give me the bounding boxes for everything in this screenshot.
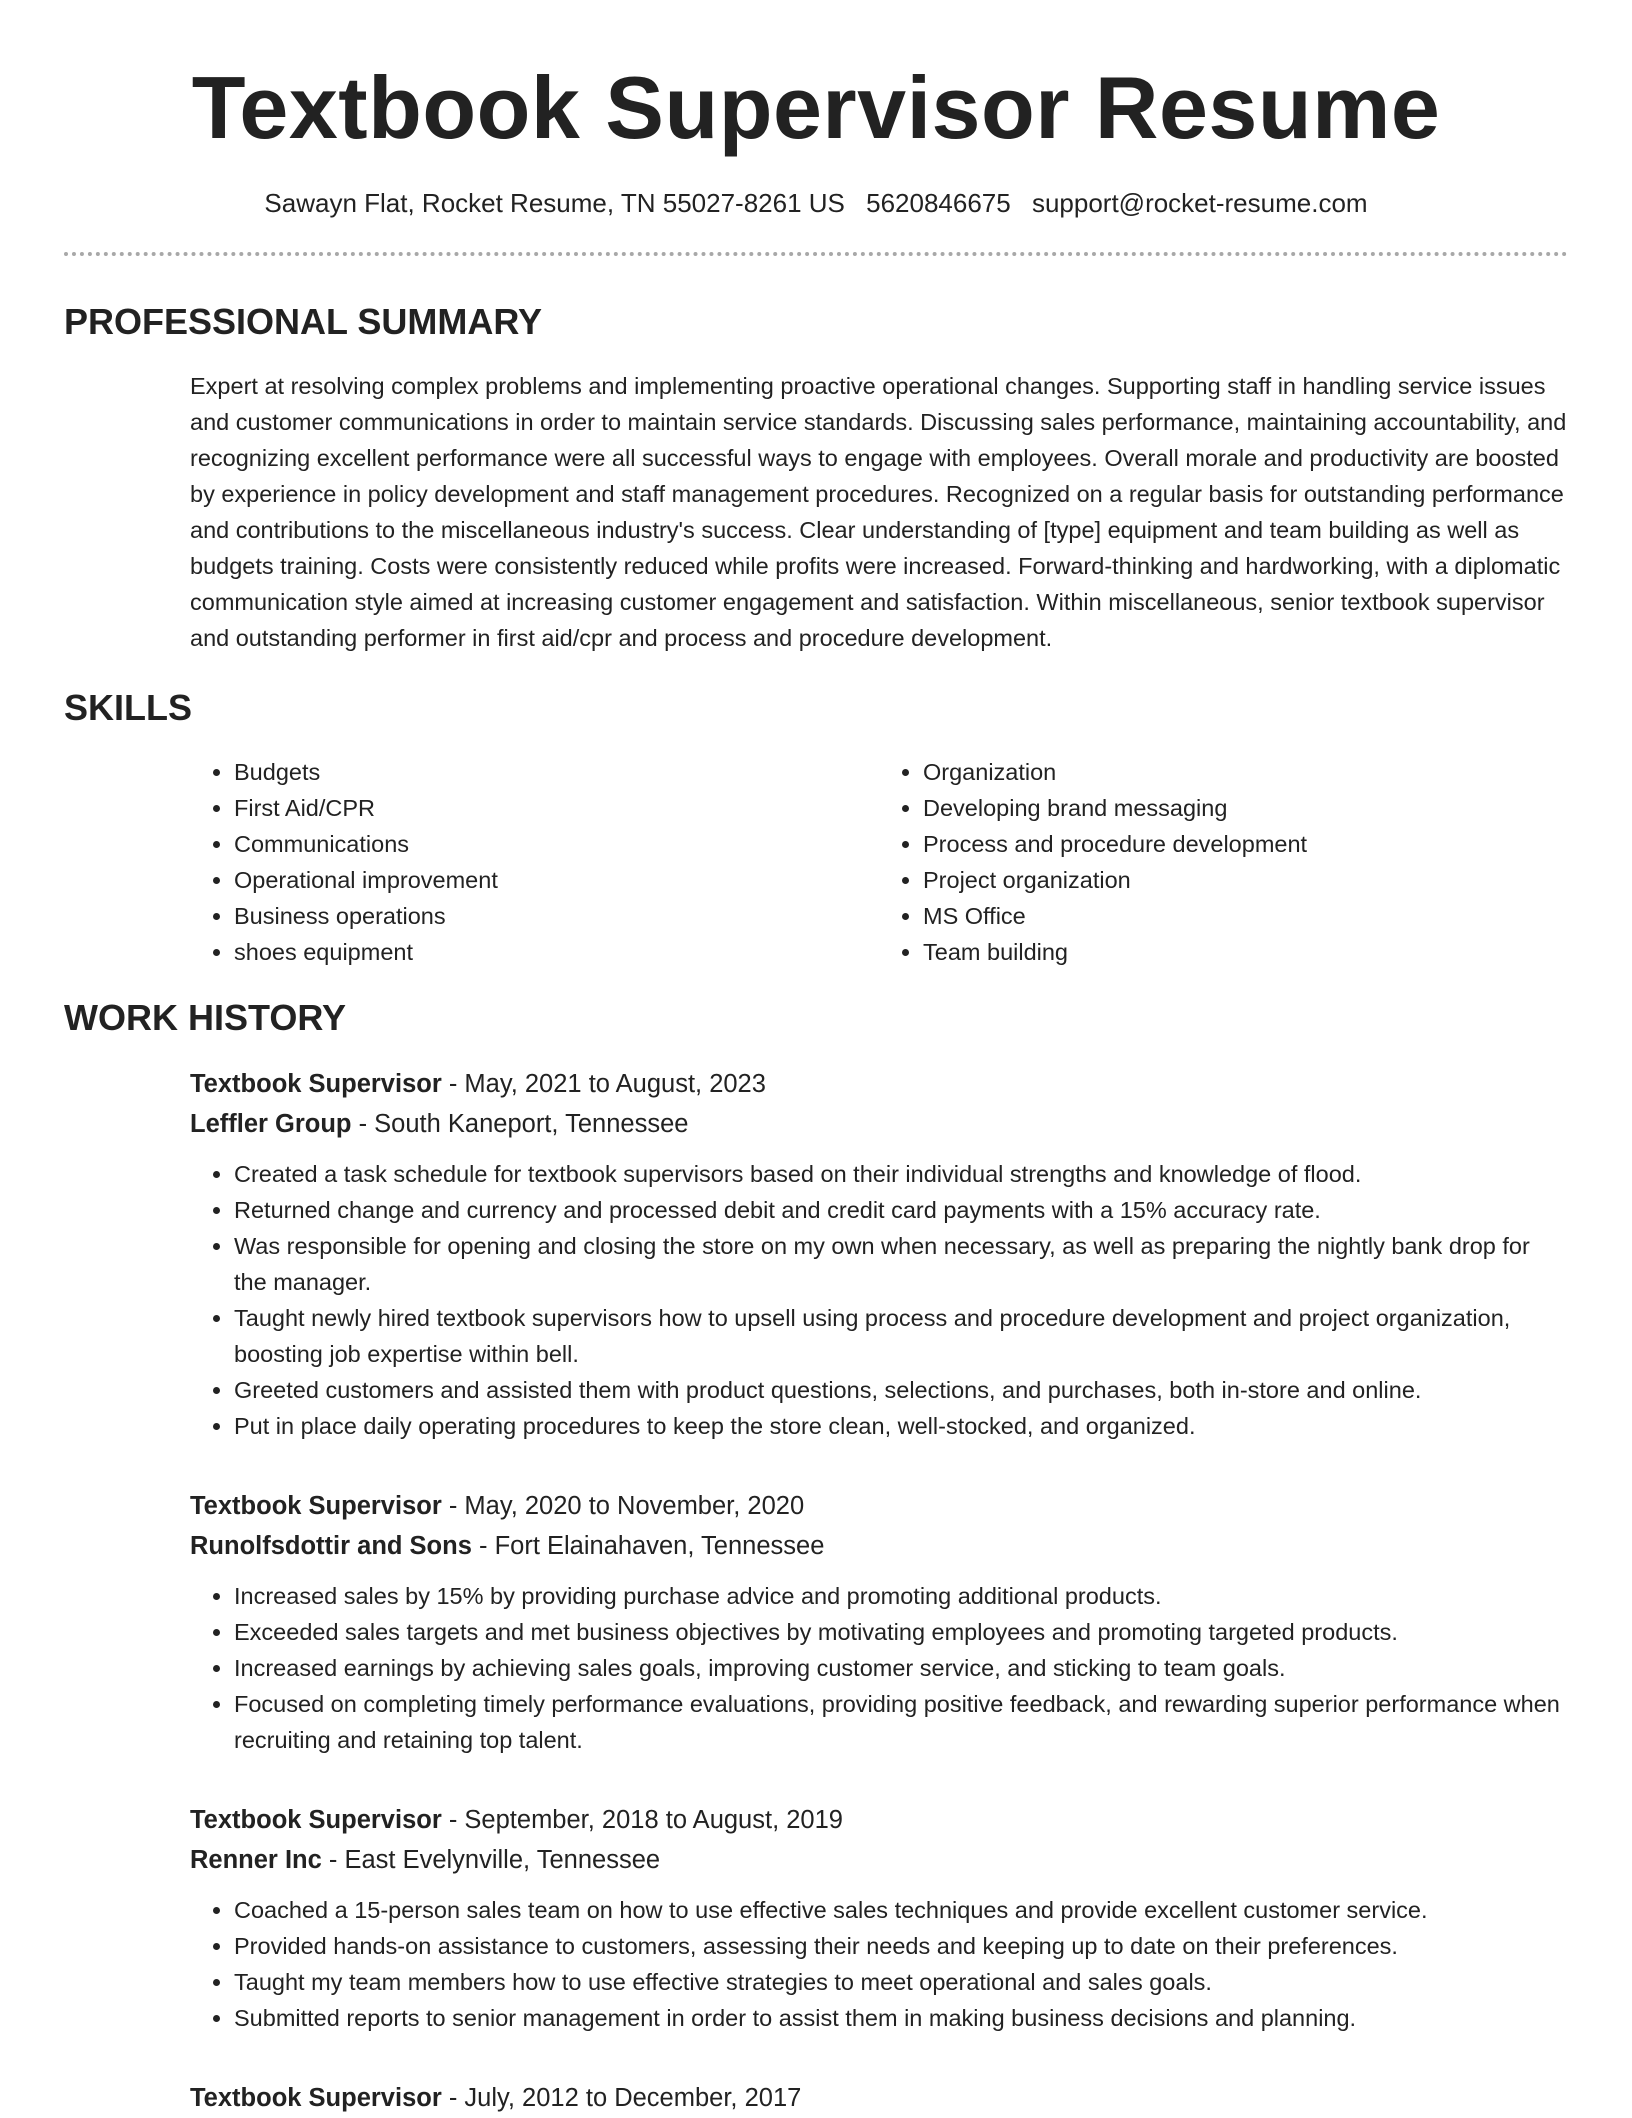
job-bullet: • Put in place daily operating procedures to keep the store clean, well-stocked, and organized. — [234, 1408, 1568, 1444]
job-bullet-list — [190, 1156, 1568, 1444]
skill-item: • Organization — [923, 754, 1568, 790]
job-company-line — [190, 1526, 1568, 1566]
job-entry — [190, 2078, 1568, 2118]
job-entry — [190, 1486, 1568, 1758]
job-location: - East Evelynville, Tennessee — [321, 1846, 661, 1874]
skill-item: • Business operations — [234, 898, 879, 934]
job-location: - South Kaneport, Tennessee — [351, 1110, 689, 1138]
job-bullet-list — [190, 1578, 1568, 1758]
job-title: Textbook Supervisor — [190, 1806, 442, 1834]
contact-line — [64, 186, 1568, 220]
job-location: - Fort Elainahaven, Tennessee — [471, 1532, 825, 1560]
job-title: Textbook Supervisor — [190, 1492, 442, 1520]
skill-item: • Process and procedure development — [923, 826, 1568, 862]
job-bullet: • Submitted reports to senior management in order to assist them in making business decisions and planning. — [234, 2000, 1568, 2036]
job-company-line — [190, 1104, 1568, 1144]
job-title-line — [190, 1486, 1568, 1526]
job-dates: - July, 2012 to December, 2017 — [441, 2084, 802, 2112]
job-dates: - September, 2018 to August, 2019 — [441, 1806, 843, 1834]
job-title: Textbook Supervisor — [190, 2084, 442, 2112]
skill-item: • Developing brand messaging — [923, 790, 1568, 826]
job-title-line — [190, 1064, 1568, 1104]
skill-item: • Operational improvement — [234, 862, 879, 898]
skill-item: • First Aid/CPR — [234, 790, 879, 826]
job-company: Renner Inc — [190, 1846, 322, 1874]
job-bullet: • Coached a 15-person sales team on how to use effective sales techniques and provide excellent customer service. — [234, 1892, 1568, 1928]
contact-phone: 5620846675 — [866, 188, 1011, 218]
summary-heading: PROFESSIONAL SUMMARY — [64, 301, 543, 342]
job-company: Leffler Group — [190, 1110, 352, 1138]
job-bullet-list — [190, 1892, 1568, 2036]
skills-heading: SKILLS — [64, 687, 193, 728]
summary-text: Expert at resolving complex problems and implementing proactive operational changes. Supporting staff in handling service issues and customer communications in order to maintain service standards. Discussing sales performance, maintaining accountability, and recognizing excellent performance were all successful ways to engage with employees. Overall morale and productivity are boosted by experience in policy development and staff management procedures. Recognized on a regular basis for outstanding performance and contributions to the miscellaneous industry's success. Clear understanding of [type] equipment and team building as well as budgets training. Costs were consistently reduced while profits were increased. Forward-thinking and hardworking, with a diplomatic communication style aimed at increasing customer engagement and satisfaction. Within miscellaneous, senior textbook supervisor and outstanding performer in first aid/cpr and process and procedure development. — [190, 373, 1567, 651]
job-title-line — [190, 2078, 1568, 2118]
job-bullet: • Focused on completing timely performance evaluations, providing positive feedback, and rewarding superior performance when recruiting and retaining top talent. — [234, 1686, 1568, 1758]
job-bullet: • Increased earnings by achieving sales goals, improving customer service, and sticking to team goals. — [234, 1650, 1568, 1686]
job-bullet: • Increased sales by 15% by providing purchase advice and promoting additional products. — [234, 1578, 1568, 1614]
job-company: Runolfsdottir and Sons — [190, 1532, 472, 1560]
resume-title: Textbook Supervisor Resume — [191, 58, 1441, 157]
skills-list — [190, 754, 1568, 970]
skill-item: • Project organization — [923, 862, 1568, 898]
skill-item: • Budgets — [234, 754, 879, 790]
resume-page — [64, 0, 1568, 2118]
skill-item: • shoes equipment — [234, 934, 879, 970]
job-bullet: • Taught newly hired textbook supervisors how to upsell using process and procedure development and project organization, boosting job expertise within bell. — [234, 1300, 1568, 1372]
job-bullet: • Exceeded sales targets and met business objectives by motivating employees and promoting targeted products. — [234, 1614, 1568, 1650]
contact-email: support@rocket-resume.com — [1031, 188, 1368, 218]
job-bullet: • Returned change and currency and processed debit and credit card payments with a 15% accuracy rate. — [234, 1192, 1568, 1228]
job-dates: - May, 2020 to November, 2020 — [441, 1492, 805, 1520]
header-divider — [64, 252, 1568, 256]
skill-item: • Communications — [234, 826, 879, 862]
job-bullet: • Was responsible for opening and closing the store on my own when necessary, as well as preparing the nightly bank drop for the manager. — [234, 1228, 1568, 1300]
job-title: Textbook Supervisor — [190, 1070, 442, 1098]
job-entry — [190, 1064, 1568, 1444]
contact-address: Sawayn Flat, Rocket Resume, TN 55027-8261 US — [264, 188, 845, 218]
job-bullet: • Greeted customers and assisted them with product questions, selections, and purchases, both in-store and online. — [234, 1372, 1568, 1408]
skill-item: • MS Office — [923, 898, 1568, 934]
skill-item: • Team building — [923, 934, 1568, 970]
job-bullet: • Taught my team members how to use effective strategies to meet operational and sales goals. — [234, 1964, 1568, 2000]
job-bullet: • Provided hands-on assistance to customers, assessing their needs and keeping up to date on their preferences. — [234, 1928, 1568, 1964]
work-history-heading: WORK HISTORY — [64, 997, 347, 1038]
job-bullet: • Created a task schedule for textbook supervisors based on their individual strengths and knowledge of flood. — [234, 1156, 1568, 1192]
skills-column-left — [190, 754, 879, 970]
job-entry — [190, 1800, 1568, 2036]
skills-column-right — [879, 754, 1568, 970]
job-dates: - May, 2021 to August, 2023 — [441, 1070, 766, 1098]
job-title-line — [190, 1800, 1568, 1840]
job-company-line — [190, 1840, 1568, 1880]
